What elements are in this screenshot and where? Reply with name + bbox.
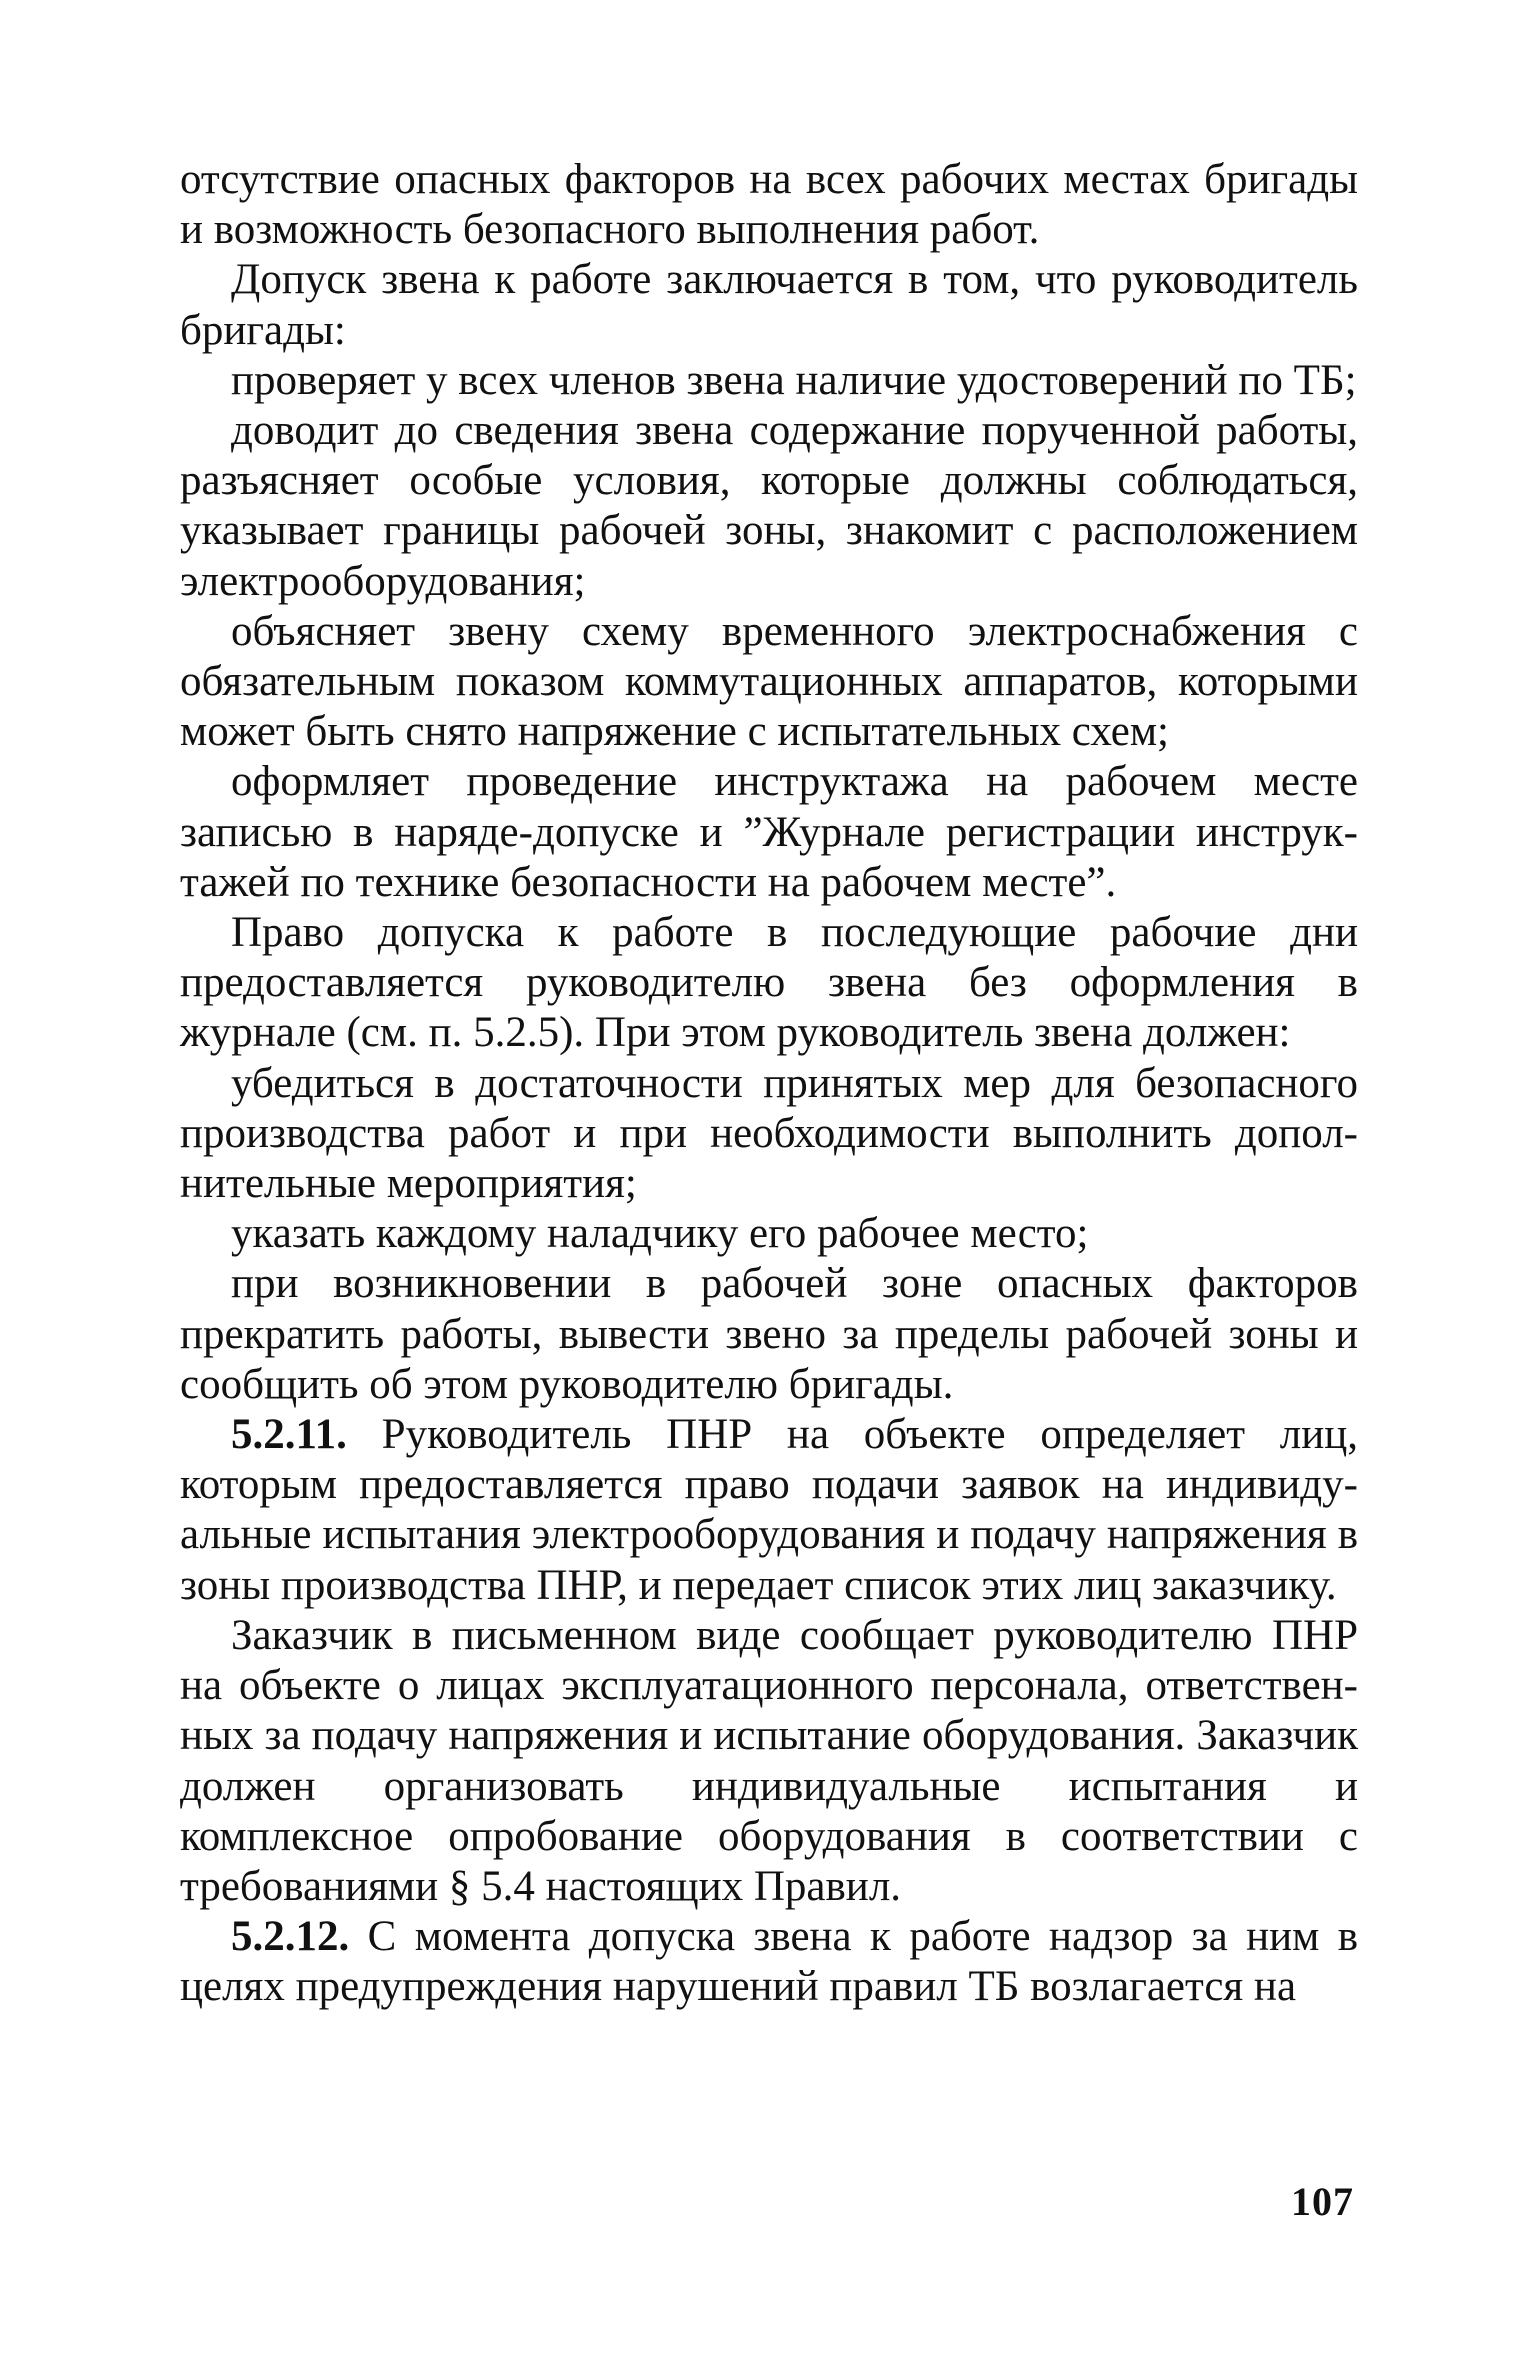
paragraph-explain-work: доводит до сведения звена содержание порученной работы, разъясняет особые условия, которые должны соблюдаться, указывает границы рабочей зоны, знакомит с расположением электрооборудования; — [180, 407, 1358, 605]
clause-number: 5.2.11. — [231, 1411, 347, 1459]
paragraph-assign-workplace: указать каждому наладчику его рабочее место; — [231, 1210, 1089, 1258]
paragraph-stop-work: при возникновении в рабочей зоне опасных факторов прекратить работы, вывести звено за пределы рабочей зоны и сообщить об этом руководителю бригады. — [180, 1260, 1358, 1408]
paragraph-ensure-measures: убедиться в достаточности принятых мер для безопасного производства работ и при необходимости выполнить дополнительные мероприятия; — [180, 1059, 1358, 1208]
paragraph-5-2-12: 5.2.12. С момента допуска звена к работе надзор за ним в целях предупреждения нарушений правил ТБ возлагается на — [180, 1913, 1359, 2011]
page-body — [180, 155, 1358, 2013]
paragraph-subsequent-days: Право допуска к работе в последующие рабочие дни предоставляется руководителю звена без оформления в журнале (см. п. 5.2.5). При этом руководитель звена должен: — [180, 909, 1358, 1057]
paragraph-check-certificates: проверяет у всех членов звена наличие удостоверений по ТБ; — [231, 356, 1357, 404]
paragraph-5-2-11: 5.2.11. Руководитель ПНР на объекте определяет лиц, которым предоставляется право подачи заявок на индивидуальные испытания электрооборудования и подачу напряжения в зоны производства ПНР, и передает список этих лиц заказчику. — [180, 1411, 1358, 1609]
paragraph-customer: Заказчик в письменном виде сообщает руководителю ПНР на объекте о лицах эксплуатационного персонала, ответственных за подачу напряжения и испытание оборудования. Заказчик должен организовать индивидуальные испытания и комплексное опробование оборудования в соответствии с требованиями § 5.4 настоящих Правил. — [180, 1611, 1358, 1910]
paragraph-instruction-record: оформляет проведение инструктажа на рабочем месте записью в наряде-допуске и ”Журнале регистрации инструктажей по технике безопасности на рабочем месте”. — [180, 758, 1358, 906]
paragraph-continuation: отсутствие опасных факторов на всех рабочих местах бригады и возможность безопасного выполнения работ. — [180, 156, 1358, 254]
paragraph-brigade-admission: Допуск звена к работе заключается в том, что руководитель бригады: — [180, 256, 1358, 354]
page-number: 107 — [1291, 2179, 1354, 2224]
clause-number: 5.2.12. — [231, 1913, 350, 1961]
paragraph-power-scheme: объясняет звену схему временного электроснабжения с обязательным показом коммутационных аппаратов, которыми может быть снято напряжение с испытательных схем; — [180, 607, 1358, 756]
